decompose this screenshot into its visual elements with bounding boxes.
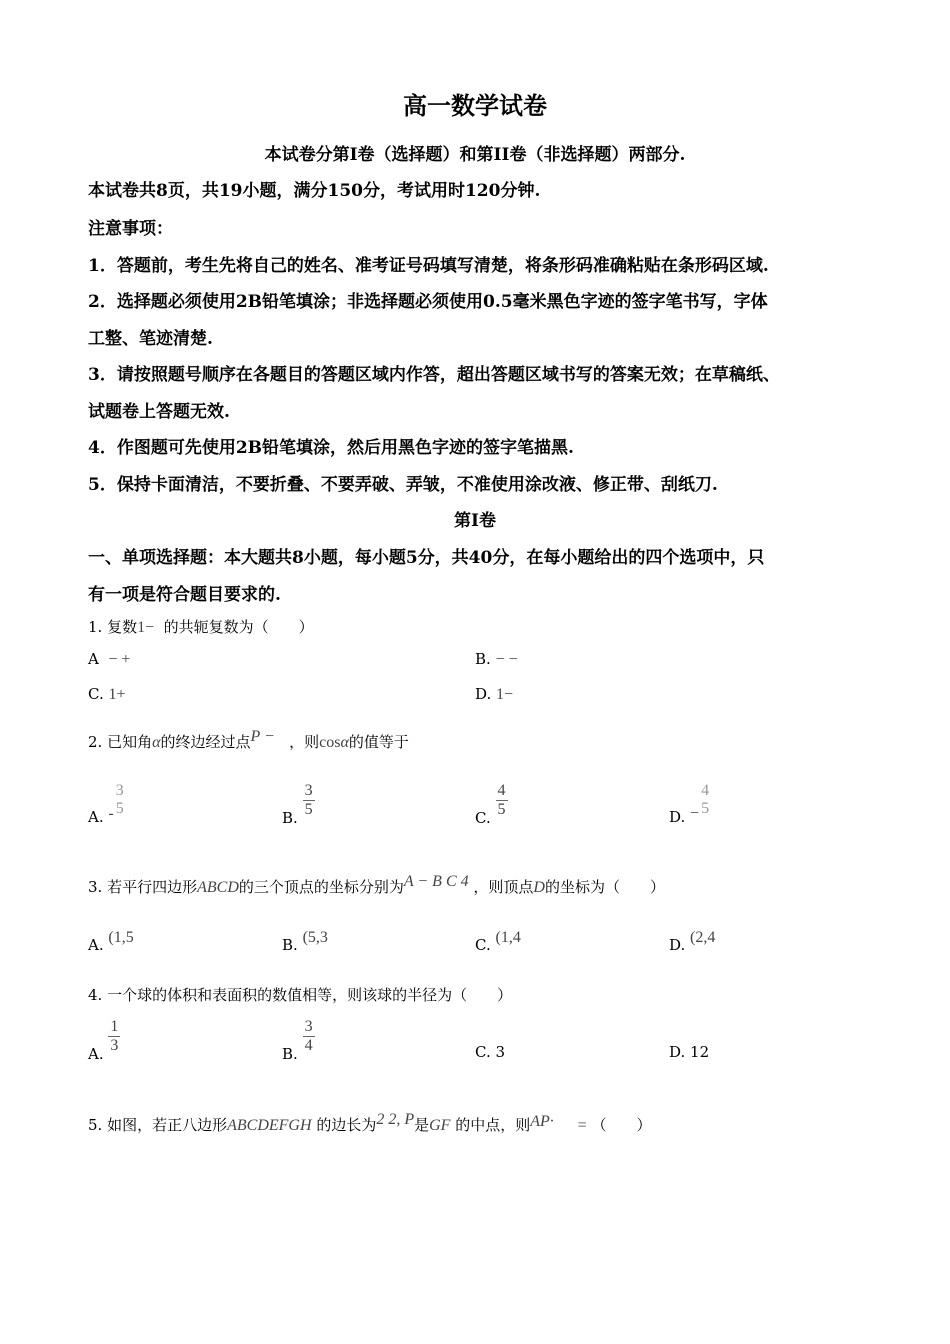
math-point: P − [250,728,275,745]
option-d: D. 12 [669,1043,710,1061]
option-value: − − [495,651,518,668]
notice-heading: 注意事项： [88,219,173,239]
option-value: 12 [690,1043,710,1061]
option-a: A. - 3 5 [88,782,124,826]
option-a: A − + [88,650,131,668]
exam-title: 高一数学试卷 [403,91,547,120]
option-value: 3 [495,1043,506,1061]
math-shape: ABCDEFGH [227,1117,312,1134]
exam-subtitle: 本试卷分第I卷（选择题）和第II卷（非选择题）两部分. [264,145,686,165]
option-a: A. (1,5 [88,929,134,954]
option-d: D. 1− [475,685,514,703]
fraction: $\frac{1}{3}$ [110,1018,119,1054]
math-alpha: α [152,734,161,751]
notice-item: 2．选择题必须使用2B铅笔填涂；非选择题必须使用0.5毫米黑色字迹的签字笔书写，字体 [88,292,768,312]
math-side: 2 2, P [376,1111,415,1128]
question-2: 2. 已知角α的终边经过点P − ，则cosα的值等于 [88,728,409,751]
option-value: (5,3 [302,929,328,946]
option-c: C. $\frac{4}{5}$ [475,782,506,827]
notice-item: 工整、笔迹清楚. [88,329,213,349]
option-d: D. (2,4 [669,929,716,954]
option-value: (1,4 [495,929,521,946]
option-value: − + [108,651,131,668]
part-heading: 有一项是符合题目要求的. [88,585,281,605]
fraction: $\frac{3}{4}$ [304,1018,313,1054]
option-c: C. 3 [475,1043,506,1061]
section-title: 第I卷 [454,511,496,531]
notice-item: 1．答题前，考生先将自己的姓名、准考证号码填写清楚，将条形码准确粘贴在条形码区域. [88,256,769,276]
notice-item: 5．保持卡面清洁，不要折叠、不要弄破、弄皱，不准使用涂改液、修正带、刮纸刀. [88,475,718,495]
option-d: D. − 4 5 [669,782,710,826]
exam-info: 本试卷共8页，共19小题，满分150分，考试用时120分钟. [88,181,541,201]
option-a: A. $\frac{1}{3}$ [88,1018,119,1063]
question-4: 4. 一个球的体积和表面积的数值相等，则该球的半径为（ ） [88,986,513,1004]
notice-item: 3．请按照题号顺序在各题目的答题区域内作答，超出答题区域书写的答案无效；在草稿纸、 [88,365,780,385]
option-c: C. (1,4 [475,929,521,954]
fraction: $\frac{4}{5}$ [497,782,506,818]
notice-item: 试题卷上答题无效. [88,402,230,422]
option-b: B. − − [475,650,518,668]
option-value: 1+ [108,686,126,703]
math-expr: 1− [137,619,155,636]
option-b: B. (5,3 [282,929,328,954]
question-3: 3. 若平行四边形ABCD的三个顶点的坐标分别为A − B C 4 ，则顶点D的坐标为（ ） [88,873,665,896]
notice-item: 4．作图题可先使用2B铅笔填涂，然后用黑色字迹的签字笔描黑. [88,438,574,458]
question-text: 的共轭复数为（ ） [163,618,314,636]
option-value: (1,5 [108,929,134,946]
fraction: 3 5 [115,782,124,817]
option-b: B. $\frac{3}{5}$ [282,782,313,827]
fraction: $\frac{3}{5}$ [304,782,313,818]
math-cos: cos [319,734,341,751]
part-heading: 一、单项选择题：本大题共8小题，每小题5分，共40分，在每小题给出的四个选项中，只 [88,548,765,568]
question-5: 5. 如图，若正八边形ABCDEFGH 的边长为2 2, P是GF 的中点，则AP· = （ ） [88,1111,652,1134]
question-1 [88,616,314,637]
fraction: 4 5 [701,782,710,817]
option-value: 1− [496,686,514,703]
math-shape: ABCD [197,879,239,896]
option-value: (2,4 [690,929,716,946]
option-b: B. $\frac{3}{4}$ [282,1018,313,1063]
math-points: A − B C 4 [403,873,469,890]
question-text: 1. 复数 [88,618,138,636]
math-vector: AP· [530,1113,554,1130]
option-c: C. 1+ [88,685,126,703]
